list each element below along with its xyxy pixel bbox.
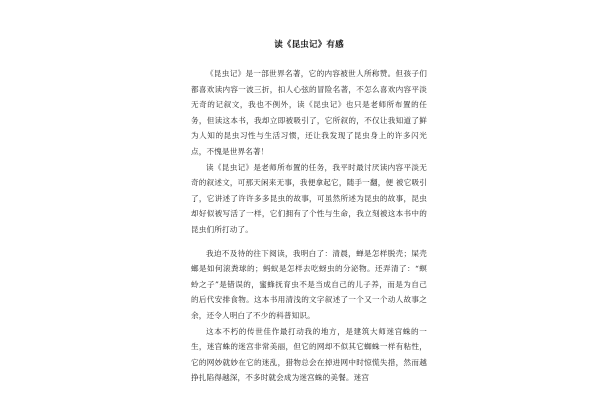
paragraph-3: 我迫不及待的往下阅读，我明白了：清晨，蝉是怎样脱壳；屎壳螂是如何滚粪球的；蚂蚁是怎样去吃蚜虫的分泌物。还弄清了：“螟蛉之子”是错误的，蜜蜂抚育虫不是当成自己的儿子养，而是为自己的后代安排食物。这本书用清浅的文字叙述了一个又一个动人故事之余，还令人明白了不少的科普知识。 bbox=[191, 248, 427, 320]
paragraph-4: 这本不朽的传世佳作最打动我的地方，是建筑大师迷宫蛛的一生，迷宫蛛的迷宫非常美丽，但它的网却不似其它蜘蛛一样有粘性，它的网妙就妙在它的迷乱，猎物总会在掉进网中时惊慌失措，然而越挣扎陷得越深，不多时就会成为迷宫蛛的美餐。迷宫 bbox=[191, 326, 427, 383]
document-body bbox=[191, 38, 427, 386]
paragraph-gap bbox=[191, 238, 427, 246]
document-title: 读《昆虫记》有感 bbox=[274, 40, 344, 50]
paragraph-1: 《昆虫记》是一部世界名著，它的内容被世人所称赞。但孩子们都喜欢读内容一波三折，扣人心弦的冒险名著，不怎么喜欢内容平淡无奇的记叙文，我也不例外，读《昆虫记》也只是老师所布置的任务，但读这本书，我却立即被吸引了，它所叙的，不仅让我知道了鲜为人知的昆虫习性与生活习惯，还让我发现了昆虫身上的许多闪光点，不愧是世界名著！ bbox=[191, 69, 427, 156]
paragraph-2: 读《昆虫记》是老师所布置的任务，我平时最讨厌读内容平淡无奇的叙述文，可那天闲来无事，我便拿起它，随手一翻，便 被它吸引了，它讲述了许许多多昆虫的故事，可虽然所述为昆虫的故事，昆虫却好似被写活了一样，它们拥有了个性与生命，我立刻被这本书中的昆虫们所打动了。 bbox=[191, 162, 427, 234]
